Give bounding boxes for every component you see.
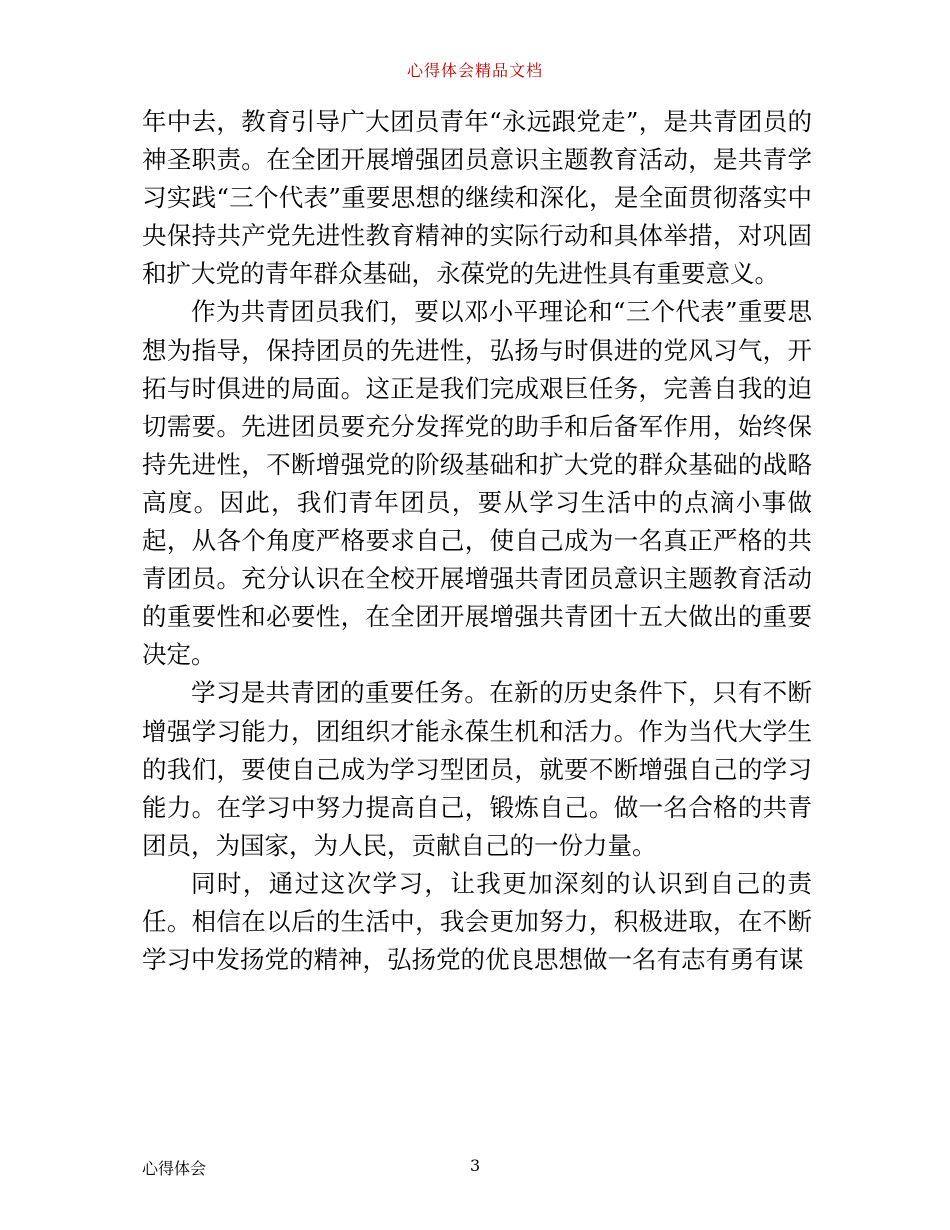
page-number: 3	[470, 1156, 481, 1175]
document-body	[142, 103, 812, 979]
header-title: 心得体会精品文档	[406, 61, 543, 80]
footer-label: 心得体会	[142, 1159, 207, 1178]
paragraph-2: 作为共青团员我们，要以邓小平理论和“三个代表”重要思想为指导，保持团员的先进性，弘扬与时俱进的党风习气，开拓与时俱进的局面。这正是我们完成艰巨任务，完善自我的迫切需要。先进团员要充分发挥党的助手和后备军作用，始终保持先进性，不断增强党的阶级基础和扩大党的群众基础的战略高度。因此，我们青年团员，要从学习生活中的点滴小事做起，从各个角度严格要求自己，使自己成为一名真正严格的共青团员。充分认识在全校开展增强共青团员意识主题教育活动的重要性和必要性，在全团开展增强共青团十五大做出的重要决定。	[142, 297, 812, 670]
paragraph-4: 同时，通过这次学习，让我更加深刻的认识到自己的责任。相信在以后的生活中，我会更加努力，积极进取，在不断学习中发扬党的精神，弘扬党的优良思想做一名有志有勇有谋	[142, 868, 812, 975]
paragraph-3: 学习是共青团的重要任务。在新的历史条件下，只有不断增强学习能力，团组织才能永葆生机和活力。作为当代大学生的我们，要使自己成为学习型团员，就要不断增强自己的学习能力。在学习中努力提高自己，锻炼自己。做一名合格的共青团员，为国家，为人民，贡献自己的一份力量。	[142, 678, 812, 860]
paragraph-1: 年中去，教育引导广大团员青年“永远跟党走”，是共青团员的神圣职责。在全团开展增强团员意识主题教育活动，是共青学习实践“三个代表”重要思想的继续和深化，是全面贯彻落实中央保持共产党先进性教育精神的实际行动和具体举措，对巩固和扩大党的青年群众基础，永葆党的先进性具有重要意义。	[142, 107, 812, 289]
